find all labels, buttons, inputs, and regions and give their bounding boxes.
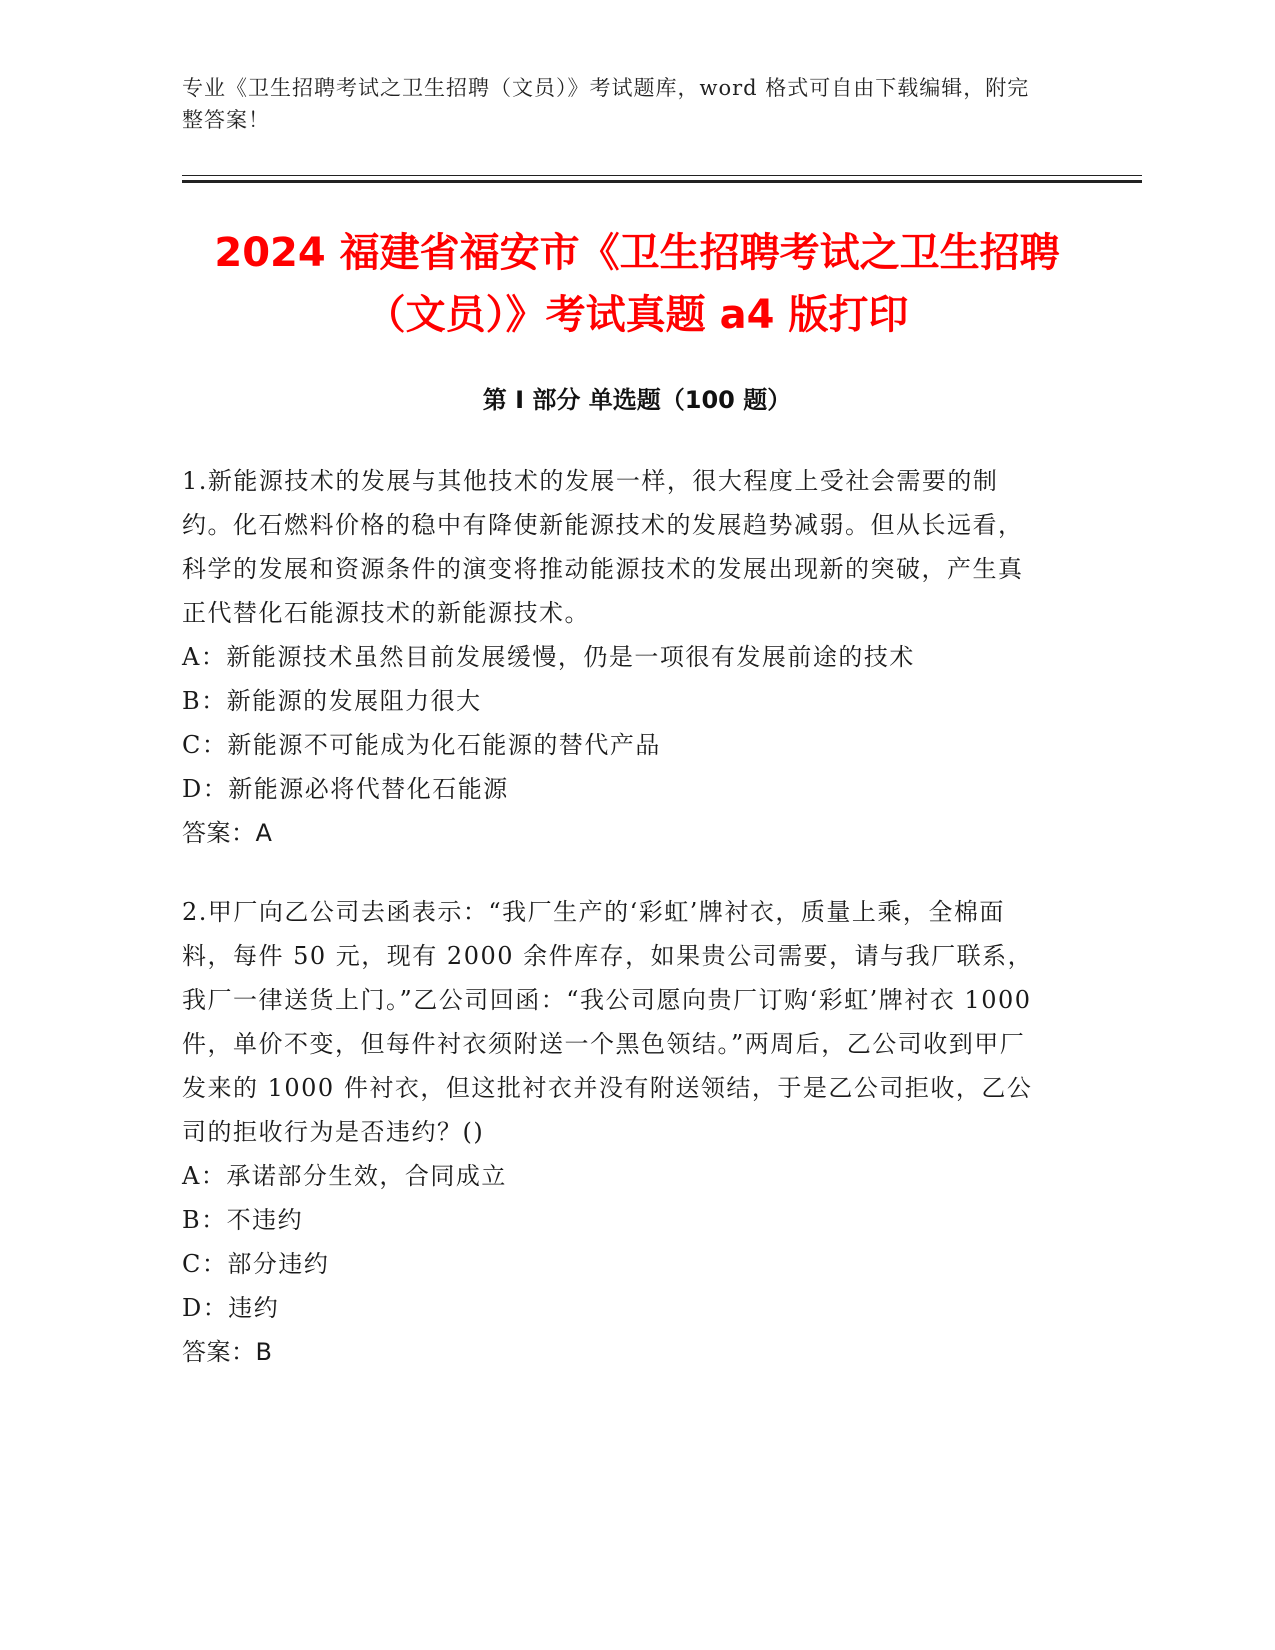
option-d: D：违约 xyxy=(182,1294,280,1322)
option-d: D：新能源必将代替化石能源 xyxy=(182,775,509,803)
option-b: B：新能源的发展阻力很大 xyxy=(182,687,482,715)
option-c: C：新能源不可能成为化石能源的替代产品 xyxy=(182,731,661,759)
question-1 xyxy=(182,459,1042,855)
header-divider-thick xyxy=(182,180,1142,183)
answer-line: 答案：A xyxy=(182,819,273,847)
section-title: 第 I 部分 单选题（100 题） xyxy=(482,386,792,414)
option-b: B：不违约 xyxy=(182,1206,304,1234)
question-text: 1.新能源技术的发展与其他技术的发展一样，很大程度上受社会需要的制约。化石燃料价格的稳中有降使新能源技术的发展趋势减弱。但从长远看，科学的发展和资源条件的演变将推动能源技术的发展出现新的突破，产生真正代替化石能源技术的新能源技术。 xyxy=(182,467,1024,627)
header-note: 专业《卫生招聘考试之卫生招聘（文员）》考试题库，word 格式可自由下载编辑，附完整答案！ xyxy=(182,76,1030,132)
option-c: C：部分违约 xyxy=(182,1250,330,1278)
document-title: 2024 福建省福安市《卫生招聘考试之卫生招聘（文员）》考试真题 a4 版打印 xyxy=(214,230,1060,338)
option-a: A：新能源技术虽然目前发展缓慢，仍是一项很有发展前途的技术 xyxy=(182,643,915,671)
header-divider-thin xyxy=(182,175,1142,176)
option-a: A：承诺部分生效，合同成立 xyxy=(182,1162,507,1190)
answer-line: 答案：B xyxy=(182,1338,273,1366)
question-text: 2.甲厂向乙公司去函表示：“我厂生产的‘彩虹’牌衬衣，质量上乘，全棉面料，每件 50 元，现有 2000 余件库存，如果贵公司需要，请与我厂联系，我厂一律送货上门。”乙公司回函：“我公司愿向贵厂订购‘彩虹’牌衬衣 1000 件，单价不变，但每件衬衣须附送一个黑色领结。”两周后，乙公司收到甲厂发来的 1000 件衬衣，但这批衬衣并没有附送领结，于是乙公司拒收，乙公司的拒收行为是否违约？() xyxy=(182,898,1034,1146)
question-2 xyxy=(182,890,1042,1374)
